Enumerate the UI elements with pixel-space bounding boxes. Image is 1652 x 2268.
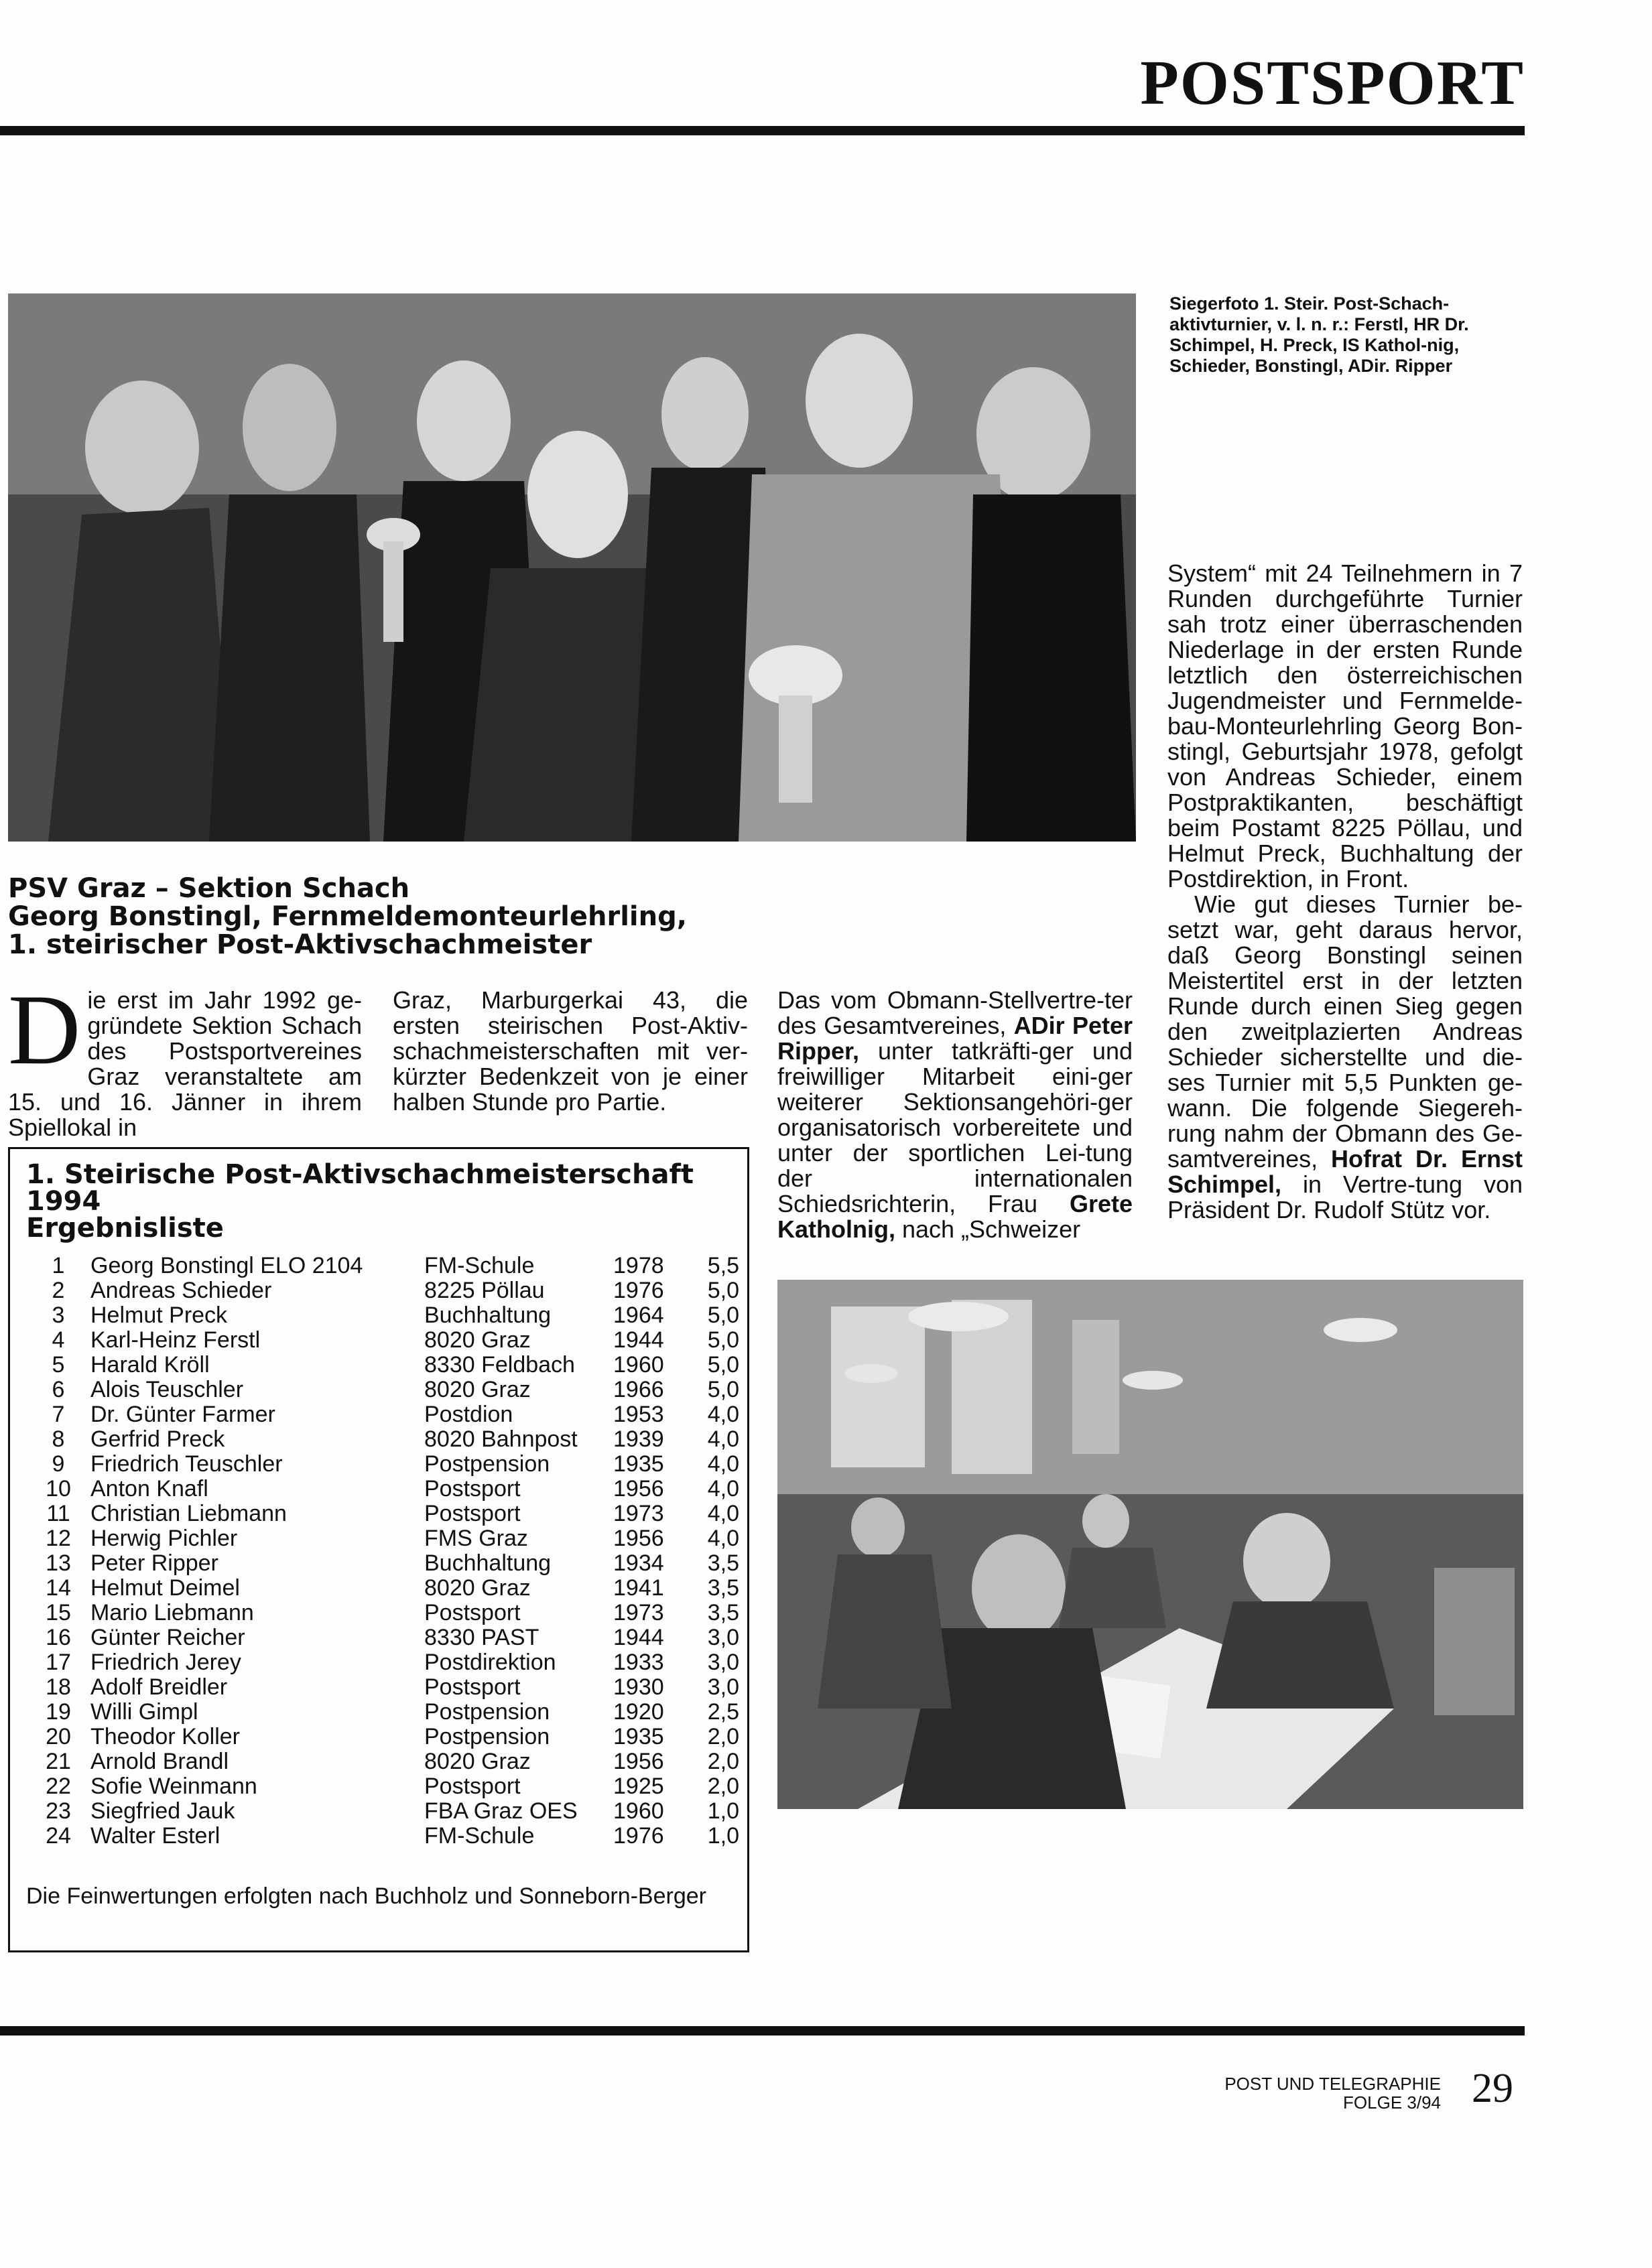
footer-rule bbox=[0, 2026, 1525, 2036]
points-cell: 2,0 bbox=[707, 1774, 739, 1799]
player-name-cell: Peter Ripper bbox=[90, 1550, 218, 1576]
points-cell: 2,0 bbox=[707, 1724, 739, 1749]
club-cell: Postpension bbox=[424, 1724, 550, 1749]
column-3-bold-katholnig: Grete Katholnig, bbox=[777, 1190, 1133, 1243]
club-cell: FM-Schule bbox=[424, 1823, 535, 1849]
rank-cell: 21 bbox=[46, 1749, 71, 1774]
page-number: 29 bbox=[1472, 2066, 1513, 2111]
rank-cell: 20 bbox=[46, 1724, 71, 1749]
column-3-text-a: Das vom Obmann-Stellvertre-ter des Gesamtvereines, bbox=[777, 986, 1133, 1039]
birth-year-cell: 1925 bbox=[613, 1774, 664, 1799]
birth-year-cell: 1964 bbox=[613, 1303, 664, 1328]
player-name-cell: Siegfried Jauk bbox=[90, 1798, 235, 1824]
results-title-line-3: Ergebnisliste bbox=[26, 1213, 224, 1244]
birth-year-cell: 1944 bbox=[613, 1327, 664, 1353]
results-title-line-1: 1. Steirische Post-Aktivschachmeisterschaft bbox=[26, 1159, 694, 1190]
table-row bbox=[26, 1700, 739, 1725]
player-name-cell: Andreas Schieder bbox=[90, 1278, 272, 1303]
club-cell: Buchhaltung bbox=[424, 1303, 552, 1328]
points-cell: 5,0 bbox=[707, 1303, 739, 1328]
rank-cell: 24 bbox=[46, 1823, 71, 1849]
table-row bbox=[26, 1526, 739, 1551]
article-column-1 bbox=[8, 974, 362, 1141]
club-cell: FBA Graz OES bbox=[424, 1798, 578, 1824]
player-name-cell: Christian Liebmann bbox=[90, 1501, 287, 1526]
birth-year-cell: 1934 bbox=[613, 1550, 664, 1576]
birth-year-cell: 1935 bbox=[613, 1724, 664, 1749]
player-name-cell: Theodor Koller bbox=[90, 1724, 241, 1749]
rank-cell: 2 bbox=[52, 1278, 65, 1303]
club-cell: Postpension bbox=[424, 1451, 550, 1477]
player-name-cell: Harald Kröll bbox=[90, 1352, 210, 1378]
results-title-line-2: 1994 bbox=[26, 1186, 101, 1217]
table-row bbox=[26, 1576, 739, 1601]
column-4-text-d: in Vertre-tung von Präsident Dr. Rudolf Stütz vor. bbox=[1167, 1171, 1523, 1223]
player-name-cell: Friedrich Teuschler bbox=[90, 1451, 283, 1477]
club-cell: Postdirektion bbox=[424, 1650, 556, 1675]
rank-cell: 12 bbox=[46, 1526, 71, 1551]
footer-issue: FOLGE 3/94 bbox=[1343, 2092, 1441, 2113]
rank-cell: 6 bbox=[52, 1377, 65, 1402]
points-cell: 5,0 bbox=[707, 1278, 739, 1303]
article-column-3 bbox=[777, 988, 1133, 1242]
points-cell: 1,0 bbox=[707, 1798, 739, 1824]
birth-year-cell: 1976 bbox=[613, 1278, 664, 1303]
column-3-text-c: unter tatkräfti-ger und freiwilliger Mitarbeit eini-ger weiterer Sektionsangehöri-ger organisatorisch vorbereitete und unter der sportlichen Lei-tung der internationalen Schiedsrichterin, Frau bbox=[777, 1037, 1133, 1217]
birth-year-cell: 1944 bbox=[613, 1625, 664, 1650]
table-row bbox=[26, 1452, 739, 1477]
rank-cell: 9 bbox=[52, 1451, 65, 1477]
headline-line-3: 1. steirischer Post-Aktivschachmeister bbox=[8, 929, 592, 960]
results-table bbox=[26, 1254, 739, 1849]
player-name-cell: Friedrich Jerey bbox=[90, 1650, 241, 1675]
rank-cell: 15 bbox=[46, 1600, 71, 1625]
birth-year-cell: 1953 bbox=[613, 1402, 664, 1427]
player-name-cell: Arnold Brandl bbox=[90, 1749, 229, 1774]
rank-cell: 5 bbox=[52, 1352, 65, 1378]
column-3-text-e: nach „Schweizer bbox=[895, 1215, 1081, 1243]
column-4-text-b: Wie gut dieses Turnier be-setzt war, geht daraus hervor, daß Georg Bonstingl seinen Meistertitel erst in der letzten Runde durch einen Sieg gegen den zweitplazierten Andreas Schieder sicherstellte und die-ses Turnier mit 5,5 Punkten ge-wann. Die folgende Siegereh-rung nahm der Obmann des Ge-samtvereines, bbox=[1167, 890, 1523, 1173]
header-rule bbox=[0, 126, 1525, 135]
birth-year-cell: 1973 bbox=[613, 1600, 664, 1625]
birth-year-cell: 1935 bbox=[613, 1451, 664, 1477]
player-name-cell: Georg Bonstingl ELO 2104 bbox=[90, 1253, 363, 1278]
club-cell: FM-Schule bbox=[424, 1253, 535, 1278]
club-cell: 8020 Graz bbox=[424, 1749, 531, 1774]
birth-year-cell: 1960 bbox=[613, 1352, 664, 1378]
club-cell: 8020 Graz bbox=[424, 1327, 531, 1353]
points-cell: 4,0 bbox=[707, 1476, 739, 1502]
player-name-cell: Willi Gimpl bbox=[90, 1699, 198, 1725]
birth-year-cell: 1978 bbox=[613, 1253, 664, 1278]
column-1-text: ie erst im Jahr 1992 ge-gründete Sektion Schach des Postsportvereines Graz veranstaltete am 15. und 16. Jänner in ihrem Spiellokal in bbox=[8, 986, 362, 1141]
rank-cell: 19 bbox=[46, 1699, 71, 1725]
table-row bbox=[26, 1477, 739, 1502]
birth-year-cell: 1966 bbox=[613, 1377, 664, 1402]
birth-year-cell: 1920 bbox=[613, 1699, 664, 1725]
table-row bbox=[26, 1675, 739, 1700]
rank-cell: 8 bbox=[52, 1426, 65, 1452]
birth-year-cell: 1939 bbox=[613, 1426, 664, 1452]
points-cell: 4,0 bbox=[707, 1526, 739, 1551]
rank-cell: 13 bbox=[46, 1550, 71, 1576]
player-name-cell: Anton Knafl bbox=[90, 1476, 208, 1502]
points-cell: 4,0 bbox=[707, 1451, 739, 1477]
table-row bbox=[26, 1278, 739, 1303]
points-cell: 3,5 bbox=[707, 1575, 739, 1601]
club-cell: 8330 Feldbach bbox=[424, 1352, 575, 1378]
column-4-bold-schimpel: Hofrat Dr. Ernst Schimpel, bbox=[1167, 1145, 1523, 1198]
points-cell: 3,5 bbox=[707, 1600, 739, 1625]
rank-cell: 7 bbox=[52, 1402, 65, 1427]
points-cell: 5,0 bbox=[707, 1327, 739, 1353]
points-cell: 4,0 bbox=[707, 1501, 739, 1526]
player-name-cell: Helmut Deimel bbox=[90, 1575, 240, 1601]
rank-cell: 18 bbox=[46, 1674, 71, 1700]
points-cell: 3,0 bbox=[707, 1650, 739, 1675]
player-name-cell: Karl-Heinz Ferstl bbox=[90, 1327, 261, 1353]
birth-year-cell: 1973 bbox=[613, 1501, 664, 1526]
points-cell: 2,5 bbox=[707, 1699, 739, 1725]
article-column-4 bbox=[1167, 561, 1523, 1223]
player-name-cell: Gerfrid Preck bbox=[90, 1426, 225, 1452]
table-row bbox=[26, 1303, 739, 1328]
table-row bbox=[26, 1774, 739, 1799]
rank-cell: 10 bbox=[46, 1476, 71, 1502]
rank-cell: 4 bbox=[52, 1327, 65, 1353]
club-cell: 8020 Graz bbox=[424, 1377, 531, 1402]
drop-cap: D bbox=[8, 974, 81, 1085]
table-row bbox=[26, 1353, 739, 1378]
points-cell: 3,5 bbox=[707, 1550, 739, 1576]
points-cell: 4,0 bbox=[707, 1426, 739, 1452]
table-row bbox=[26, 1725, 739, 1749]
rank-cell: 23 bbox=[46, 1798, 71, 1824]
player-name-cell: Günter Reicher bbox=[90, 1625, 245, 1650]
club-cell: Buchhaltung bbox=[424, 1550, 552, 1576]
club-cell: Postpension bbox=[424, 1699, 550, 1725]
table-row bbox=[26, 1502, 739, 1526]
tournament-photo bbox=[777, 1280, 1523, 1809]
photo-caption-top: Siegerfoto 1. Steir. Post-Schach-aktivturnier, v. l. n. r.: Ferstl, HR Dr. Schimpel, H. Preck, IS Kathol-nig, Schieder, Bonstingl, ADir. Ripper bbox=[1169, 293, 1469, 376]
winners-photo-illustration bbox=[8, 293, 1136, 842]
points-cell: 3,0 bbox=[707, 1674, 739, 1700]
player-name-cell: Herwig Pichler bbox=[90, 1526, 238, 1551]
column-3-bold-ripper: ADir Peter Ripper, bbox=[777, 1012, 1133, 1065]
table-row bbox=[26, 1402, 739, 1427]
player-name-cell: Sofie Weinmann bbox=[90, 1774, 257, 1799]
table-row bbox=[26, 1378, 739, 1402]
table-row bbox=[26, 1254, 739, 1278]
table-row bbox=[26, 1427, 739, 1452]
birth-year-cell: 1930 bbox=[613, 1674, 664, 1700]
birth-year-cell: 1956 bbox=[613, 1526, 664, 1551]
points-cell: 4,0 bbox=[707, 1402, 739, 1427]
winners-photo bbox=[8, 293, 1136, 842]
club-cell: Postsport bbox=[424, 1476, 521, 1502]
rank-cell: 17 bbox=[46, 1650, 71, 1675]
club-cell: Postsport bbox=[424, 1501, 521, 1526]
club-cell: 8330 PAST bbox=[424, 1625, 539, 1650]
headline-line-1: PSV Graz – Sektion Schach bbox=[8, 873, 410, 904]
player-name-cell: Dr. Günter Farmer bbox=[90, 1402, 275, 1427]
rank-cell: 14 bbox=[46, 1575, 71, 1601]
player-name-cell: Adolf Breidler bbox=[90, 1674, 228, 1700]
club-cell: FMS Graz bbox=[424, 1526, 528, 1551]
player-name-cell: Mario Liebmann bbox=[90, 1600, 254, 1625]
article-headline bbox=[8, 874, 745, 959]
footer-publication-name: POST UND TELEGRAPHIE bbox=[1224, 2074, 1441, 2094]
headline-line-2: Georg Bonstingl, Fernmeldemonteurlehrling, bbox=[8, 901, 687, 932]
points-cell: 3,0 bbox=[707, 1625, 739, 1650]
birth-year-cell: 1933 bbox=[613, 1650, 664, 1675]
points-cell: 2,0 bbox=[707, 1749, 739, 1774]
table-row bbox=[26, 1749, 739, 1774]
player-name-cell: Alois Teuschler bbox=[90, 1377, 244, 1402]
points-cell: 5,5 bbox=[707, 1253, 739, 1278]
table-row bbox=[26, 1551, 739, 1576]
footer-publication bbox=[1139, 2074, 1441, 2112]
results-title bbox=[26, 1161, 694, 1242]
club-cell: Postsport bbox=[424, 1600, 521, 1625]
results-note: Die Feinwertungen erfolgten nach Buchholz und Sonneborn-Berger bbox=[26, 1883, 706, 1909]
birth-year-cell: 1941 bbox=[613, 1575, 664, 1601]
table-row bbox=[26, 1799, 739, 1824]
club-cell: 8020 Graz bbox=[424, 1575, 531, 1601]
rank-cell: 3 bbox=[52, 1303, 65, 1328]
rank-cell: 1 bbox=[52, 1253, 65, 1278]
article-column-2: Graz, Marburgerkai 43, die ersten steirischen Post-Aktiv-schachmeisterschaften mit ver-kürzter Bedenkzeit von je einer halben Stunde pro Partie. bbox=[393, 986, 748, 1116]
club-cell: Postdion bbox=[424, 1402, 513, 1427]
club-cell: 8225 Pöllau bbox=[424, 1278, 545, 1303]
club-cell: 8020 Bahnpost bbox=[424, 1426, 578, 1452]
column-4-text-a: System“ mit 24 Teilnehmern in 7 Runden durchgeführte Turnier sah trotz einer überraschenden Niederlage in der ersten Runde letztlich den österreichischen Jugendmeister und Fernmelde-bau-Monteurlehrling Georg Bon-stingl, Geburtsjahr 1978, gefolgt von Andreas Schieder, einem Postpraktikanten, beschäftigt beim Postamt 8225 Pöllau, und Helmut Preck, Buchhaltung der Postdirektion, in Front. bbox=[1167, 559, 1523, 892]
points-cell: 5,0 bbox=[707, 1377, 739, 1402]
player-name-cell: Walter Esterl bbox=[90, 1823, 220, 1849]
table-row bbox=[26, 1625, 739, 1650]
rank-cell: 22 bbox=[46, 1774, 71, 1799]
table-row bbox=[26, 1824, 739, 1849]
table-row bbox=[26, 1328, 739, 1353]
points-cell: 1,0 bbox=[707, 1823, 739, 1849]
birth-year-cell: 1956 bbox=[613, 1476, 664, 1502]
masthead-title: POSTSPORT bbox=[1140, 48, 1525, 118]
table-row bbox=[26, 1601, 739, 1625]
points-cell: 5,0 bbox=[707, 1352, 739, 1378]
player-name-cell: Helmut Preck bbox=[90, 1303, 228, 1328]
table-row bbox=[26, 1650, 739, 1675]
club-cell: Postsport bbox=[424, 1774, 521, 1799]
tournament-photo-illustration bbox=[777, 1280, 1523, 1809]
rank-cell: 11 bbox=[46, 1501, 70, 1526]
birth-year-cell: 1960 bbox=[613, 1798, 664, 1824]
club-cell: Postsport bbox=[424, 1674, 521, 1700]
rank-cell: 16 bbox=[46, 1625, 71, 1650]
birth-year-cell: 1976 bbox=[613, 1823, 664, 1849]
results-box bbox=[8, 1147, 749, 1952]
birth-year-cell: 1956 bbox=[613, 1749, 664, 1774]
